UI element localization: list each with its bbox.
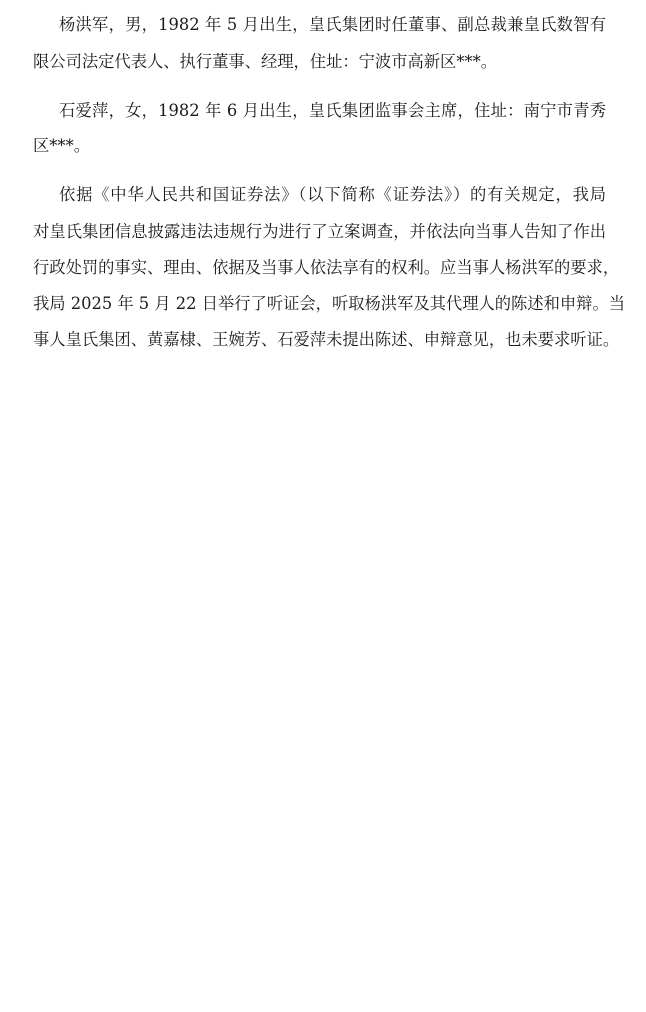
text-line: 我局 2025 年 5 月 22 日举行了听证会，听取杨洪军及其代理人的陈述和申辩。当	[33, 294, 626, 313]
text-line: 限公司法定代表人、执行董事、经理，住址：宁波市高新区***。	[33, 52, 498, 71]
text-line: 杨洪军，男，1982 年 5 月出生，皇氏集团时任董事、副总裁兼皇氏数智有	[59, 15, 606, 34]
text-line: 石爱萍，女，1982 年 6 月出生，皇氏集团监事会主席，住址：南宁市青秀	[59, 101, 606, 120]
text-line	[33, 334, 606, 358]
text-line: 对皇氏集团信息披露违法违规行为进行了立案调查，并依法向当事人告知了作出	[33, 222, 606, 241]
text-line: 依据《中华人民共和国证券法》（以下简称《证券法》）的有关规定，我局	[59, 185, 606, 204]
text-line: 事人皇氏集团、黄嘉棣、王婉芳、石爱萍未提出陈述、申辩意见，也未要求听证。	[33, 330, 620, 349]
text-line: 行政处罚的事实、理由、依据及当事人依法享有的权利。应当事人杨洪军的要求，	[33, 258, 620, 277]
text-line: 区***。	[33, 136, 90, 155]
